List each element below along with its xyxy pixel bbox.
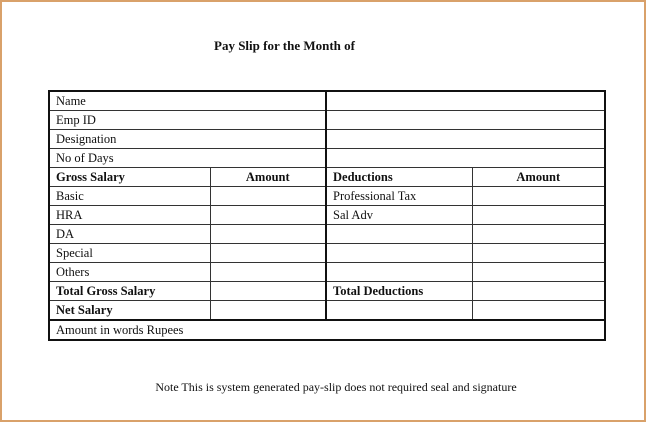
net-salary-row bbox=[49, 301, 605, 321]
name-label: Name bbox=[49, 91, 326, 111]
deductions-amount-header: Amount bbox=[472, 168, 605, 187]
designation-label: Designation bbox=[49, 130, 326, 149]
table-row bbox=[49, 263, 605, 282]
name-value bbox=[326, 91, 605, 111]
emp-id-label: Emp ID bbox=[49, 111, 326, 130]
deduction-amount bbox=[472, 206, 605, 225]
page-title: Pay Slip for the Month of bbox=[214, 38, 355, 53]
amount-in-words-row bbox=[49, 320, 605, 340]
deduction-amount bbox=[472, 244, 605, 263]
earning-label: Special bbox=[49, 244, 210, 263]
net-salary-blank bbox=[326, 301, 472, 321]
net-salary-amount bbox=[210, 301, 326, 321]
earning-amount bbox=[210, 206, 326, 225]
no-of-days-row bbox=[49, 149, 605, 168]
deduction-amount bbox=[472, 187, 605, 206]
table-row bbox=[49, 187, 605, 206]
total-deductions-amount bbox=[472, 282, 605, 301]
earning-amount bbox=[210, 225, 326, 244]
emp-id-value bbox=[326, 111, 605, 130]
earning-amount bbox=[210, 263, 326, 282]
emp-id-row bbox=[49, 111, 605, 130]
deduction-label bbox=[326, 263, 472, 282]
designation-value bbox=[326, 130, 605, 149]
earning-label: Basic bbox=[49, 187, 210, 206]
no-of-days-label: No of Days bbox=[49, 149, 326, 168]
no-of-days-value bbox=[326, 149, 605, 168]
total-deductions-label: Total Deductions bbox=[326, 282, 472, 301]
totals-row bbox=[49, 282, 605, 301]
name-row bbox=[49, 91, 605, 111]
table-row bbox=[49, 225, 605, 244]
deduction-amount bbox=[472, 225, 605, 244]
deduction-label: Sal Adv bbox=[326, 206, 472, 225]
table-row bbox=[49, 244, 605, 263]
footer-note: Note This is system generated pay-slip does not required seal and signature bbox=[155, 380, 517, 394]
deduction-label bbox=[326, 244, 472, 263]
deduction-amount bbox=[472, 263, 605, 282]
net-salary-blank-amount bbox=[472, 301, 605, 321]
earning-label: DA bbox=[49, 225, 210, 244]
earning-label: Others bbox=[49, 263, 210, 282]
deduction-label bbox=[326, 225, 472, 244]
net-salary-label: Net Salary bbox=[49, 301, 210, 321]
deduction-label: Professional Tax bbox=[326, 187, 472, 206]
earning-label: HRA bbox=[49, 206, 210, 225]
amount-in-words: Amount in words Rupees bbox=[49, 320, 605, 340]
earnings-amount-header: Amount bbox=[210, 168, 326, 187]
table-row bbox=[49, 206, 605, 225]
designation-row bbox=[49, 130, 605, 149]
earning-amount bbox=[210, 187, 326, 206]
deductions-header: Deductions bbox=[326, 168, 472, 187]
section-header-row bbox=[49, 168, 605, 187]
gross-salary-header: Gross Salary bbox=[49, 168, 210, 187]
total-gross-salary-label: Total Gross Salary bbox=[49, 282, 210, 301]
total-gross-salary-amount bbox=[210, 282, 326, 301]
earning-amount bbox=[210, 244, 326, 263]
pay-slip-table bbox=[48, 90, 606, 341]
